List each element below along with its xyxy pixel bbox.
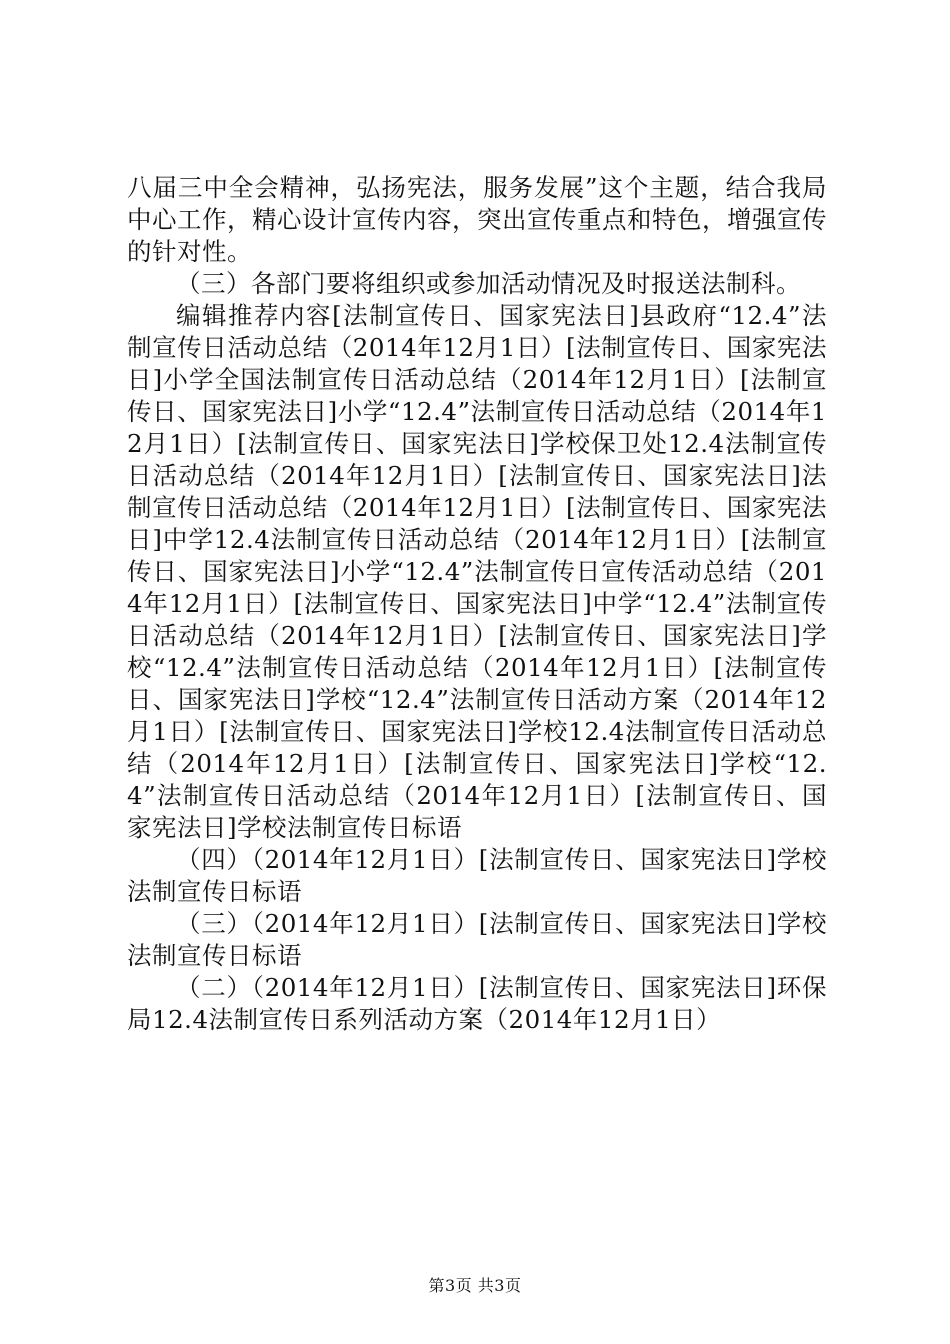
page-number-footer: 第3页 共3页 (428, 1276, 522, 1295)
paragraph-recommended-content: 编辑推荐内容[法制宣传日、国家宪法日]县政府“12.4”法制宣传日活动总结（2014年12月1日）[法制宣传日、国家宪法日]小学全国法制宣传日活动总结（2014年12月1日）[法制宣传日、国家宪法日]小学“12.4”法制宣传日活动总结（2014年12月1日）[法制宣传日、国家宪法日]学校保卫处12.4法制宣传日活动总结（2014年12月1日）[法制宣传日、国家宪法日]法制宣传日活动总结（2014年12月1日）[法制宣传日、国家宪法日]中学12.4法制宣传日活动总结（2014年12月1日）[法制宣传日、国家宪法日]小学“12.4”法制宣传日宣传活动总结（2014年12月1日）[法制宣传日、国家宪法日]中学“12.4”法制宣传日活动总结（2014年12月1日）[法制宣传日、国家宪法日]学校“12.4”法制宣传日活动总结（2014年12月1日）[法制宣传日、国家宪法日]学校“12.4”法制宣传日活动方案（2014年12月1日）[法制宣传日、国家宪法日]学校12.4法制宣传日活动总结（2014年12月1日）[法制宣传日、国家宪法日]学校“12.4”法制宣传日活动总结（2014年12月1日）[法制宣传日、国家宪法日]学校法制宣传日标语 (127, 301, 827, 842)
paragraph-item-four: （四）（2014年12月1日）[法制宣传日、国家宪法日]学校法制宣传日标语 (127, 845, 827, 906)
paragraph-section-three: （三）各部门要将组织或参加活动情况及时报送法制科。 (176, 269, 801, 298)
paragraph-item-three: （三）（2014年12月1日）[法制宣传日、国家宪法日]学校法制宣传日标语 (127, 909, 827, 970)
paragraph-item-two: （二）（2014年12月1日）[法制宣传日、国家宪法日]环保局12.4法制宣传日系列活动方案（2014年12月1日） (127, 973, 827, 1034)
paragraph-continuation: 八届三中全会精神，弘扬宪法，服务发展”这个主题，结合我局中心工作，精心设计宣传内容，突出宣传重点和特色，增强宣传的针对性。 (127, 173, 827, 266)
document-body (127, 172, 827, 1036)
